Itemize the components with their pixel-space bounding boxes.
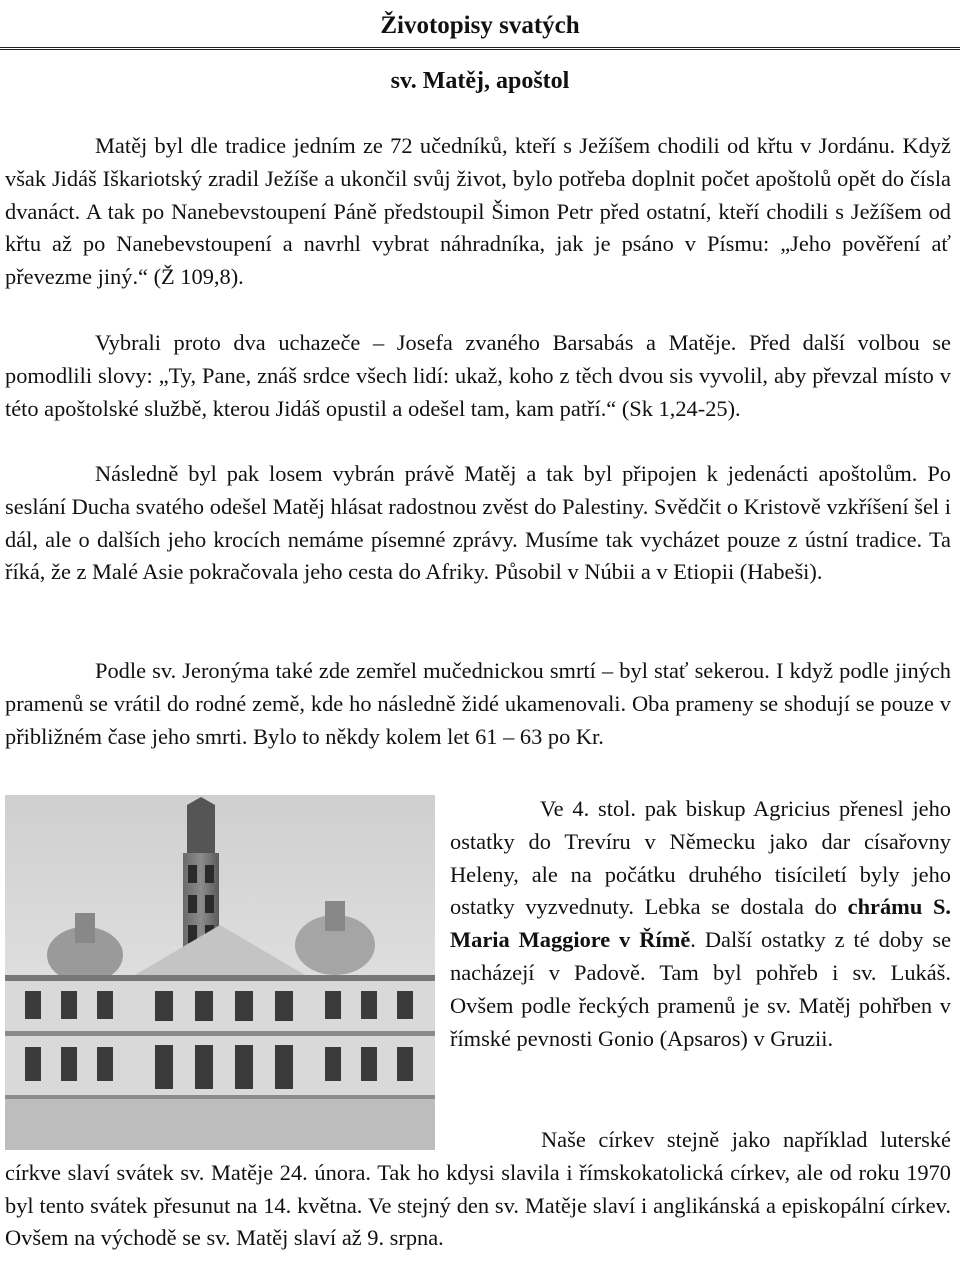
basilica-photo	[5, 795, 435, 1150]
paragraph-1-text: Matěj byl dle tradice jedním ze 72 učedníků, kteří s Ježíšem chodili od křtu v Jordánu. Když však Jidáš Iškariotský zradil Ježíše a ukončil svůj život, bylo potřeba doplnit počet apoštolů opět do čísla dvanáct. A tak po Nanebevstoupení Páně předstoupil Šimon Petr před ostatní, kteří chodili s Ježíšem od křtu až po Nanebevstoupení a navrhl vybrat náhradníka, jak je psáno v Písmu: „Jeho pověření ať převezme jiný.“ (Ž 109,8).	[5, 133, 951, 290]
paragraph-2-text: Vybrali proto dva uchazeče – Josefa zvaného Barsabás a Matěje. Před další volbou se pomodlili slovy: „Ty, Pane, znáš srdce všech lidí: ukaž, koho z těch dvou sis vyvolil, aby převzal místo v této apoštolské službě, kterou Jidáš opustil a odešel tam, kam patří.“ (Sk 1,24-25).	[5, 330, 951, 421]
paragraph-2	[5, 327, 951, 425]
paragraph-6	[5, 1124, 951, 1255]
paragraph-3-text: Následně byl pak losem vybrán právě Matěj a tak byl připojen k jedenácti apoštolům. Po seslání Ducha svatého odešel Matěj hlásat radostnou zvěst do Palestiny. Svědčit o Kristově vzkříšení šel i dál, ale o dalších jeho krocích nemáme písemné zprávy. Musíme tak vycházet pouze z ústní tradice. Ta říká, že z Malé Asie pokračovala jeho cesta do Afriky. Působil v Núbii a v Etiopii (Habeši).	[5, 461, 951, 585]
paragraph-5-tail: . Další ostatky z té doby se nacházejí v Padově. Tam byl pohřeb i sv. Lukáš. Ovšem podle řeckých pramenů je sv. Matěj pohřben v římské pevnosti Gonio (Apsaros) v Gruzii.	[450, 927, 952, 1051]
paragraph-6-text: Naše církev stejně jako například luterské církve slaví svátek sv. Matěje 24. února. Tak ho kdysi slavila i římskokatolická církev, ale od roku 1970 byl tento svátek přesunut na 14. května. Ve stejný den sv. Matěje slaví i anglikánská a episkopální církev. Ovšem na východě se sv. Matěj slaví až 9. srpna.	[5, 1127, 951, 1251]
paragraph-4-text: Podle sv. Jeronýma také zde zemřel mučednickou smrtí – byl stať sekerou. I když podle jiných pramenů se vrátil do rodné země, kde ho následně židé ukamenovali. Oba prameny se shodují se pouze v přibližném čase jeho smrti. Bylo to někdy kolem let 61 – 63 po Kr.	[5, 658, 951, 749]
page-title: Životopisy svatých	[380, 12, 580, 39]
paragraph-5-text: Ve 4. stol. pak biskup Agricius přenesl jeho ostatky do Trevíru v Německu jako dar císařovny Heleny, ale na počátku druhého tisíciletí byly jeho ostatky vyzvednuty. Lebka se dostala do	[450, 796, 951, 920]
paragraph-3	[5, 458, 951, 589]
paragraph-1	[5, 130, 951, 294]
paragraph-5-bold: chrámu S. Maria Maggiore v Římě	[450, 894, 951, 953]
article-heading: sv. Matěj, apoštol	[390, 68, 570, 94]
paragraph-4	[5, 655, 951, 753]
title-divider	[0, 47, 960, 50]
paragraph-5	[450, 793, 951, 1055]
